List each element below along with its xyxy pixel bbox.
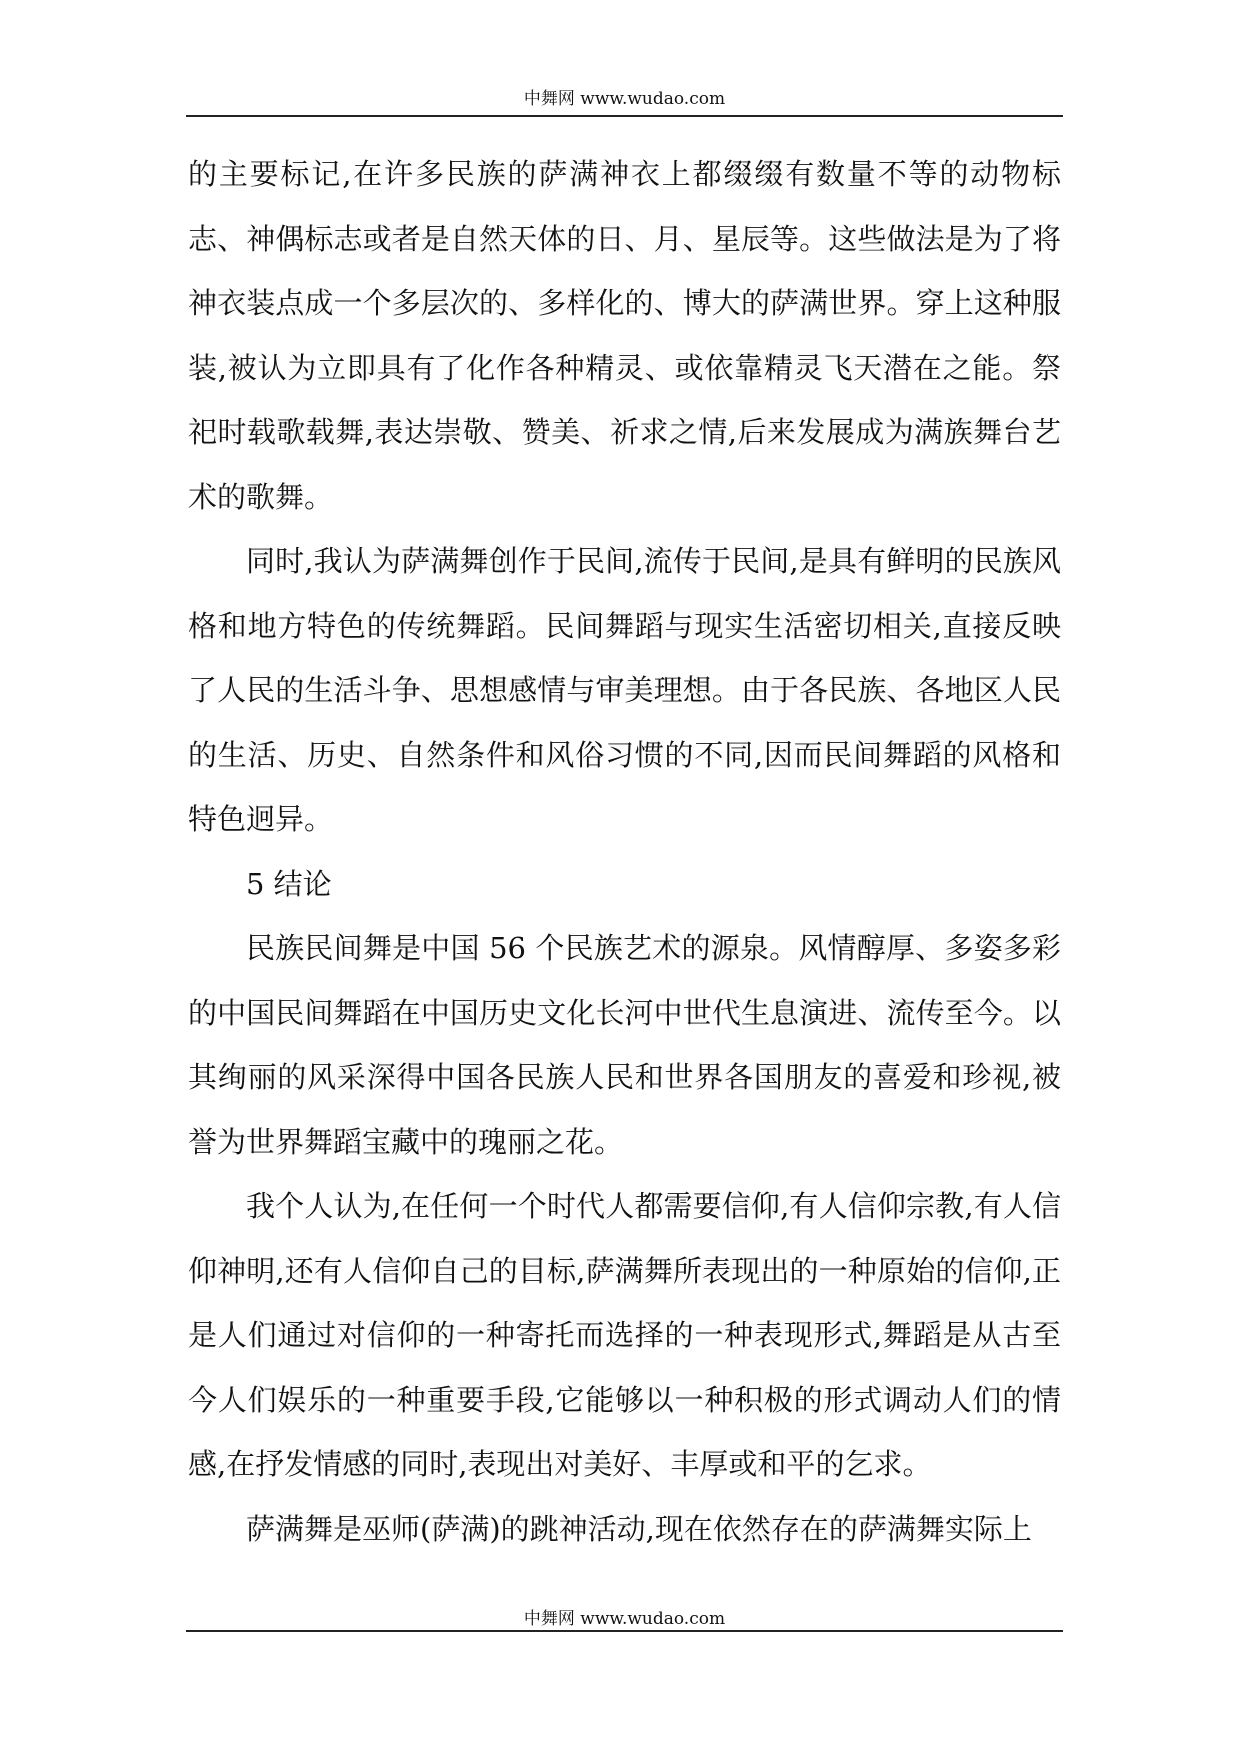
page-footer: 中舞网 www.wudao.com [523, 1609, 726, 1629]
footer-divider [186, 1630, 1063, 1632]
paragraph: 我个人认为,在任何一个时代人都需要信仰,有人信仰宗教,有人信仰神明,还有人信仰自己的目标,萨满舞所表现出的一种原始的信仰,正是人们通过对信仰的一种寄托而选择的一种表现形式,舞蹈是从古至今人们娱乐的一种重要手段,它能够以一种积极的形式调动人们的情感,在抒发情感的同时,表现出对美好、丰厚或和平的乞求。 [188, 1189, 1061, 1481]
paragraph-continued: 的主要标记,在许多民族的萨满神衣上都缀缀有数量不等的动物标志、神偶标志或者是自然天体的日、月、星辰等。这些做法是为了将神衣装点成一个多层次的、多样化的、博大的萨满世界。穿上这种服装,被认为立即具有了化作各种精灵、或依靠精灵飞天潜在之能。祭祀时载歌载舞,表达崇敬、赞美、祈求之情,后来发展成为满族舞台艺术的歌舞。 [188, 157, 1061, 514]
paragraph: 同时,我认为萨满舞创作于民间,流传于民间,是具有鲜明的民族风格和地方特色的传统舞蹈。民间舞蹈与现实生活密切相关,直接反映了人民的生活斗争、思想感情与审美理想。由于各民族、各地区人民的生活、历史、自然条件和风俗习惯的不同,因而民间舞蹈的风格和特色迥异。 [188, 544, 1061, 836]
paragraph-truncated: 萨满舞是巫师(萨满)的跳神活动,现在依然存在的萨满舞实际上 [246, 1511, 1032, 1546]
section-heading-conclusion: 5 结论 [246, 866, 332, 901]
document-body [188, 142, 1061, 1561]
paragraph: 民族民间舞是中国 56 个民族艺术的源泉。风情醇厚、多姿多彩的中国民间舞蹈在中国历史文化长河中世代生息演进、流传至今。以其绚丽的风采深得中国各民族人民和世界各国朋友的喜爱和珍视,被誉为世界舞蹈宝藏中的瑰丽之花。 [188, 931, 1061, 1159]
page-header: 中舞网 www.wudao.com [523, 89, 726, 109]
header-divider [186, 115, 1063, 117]
